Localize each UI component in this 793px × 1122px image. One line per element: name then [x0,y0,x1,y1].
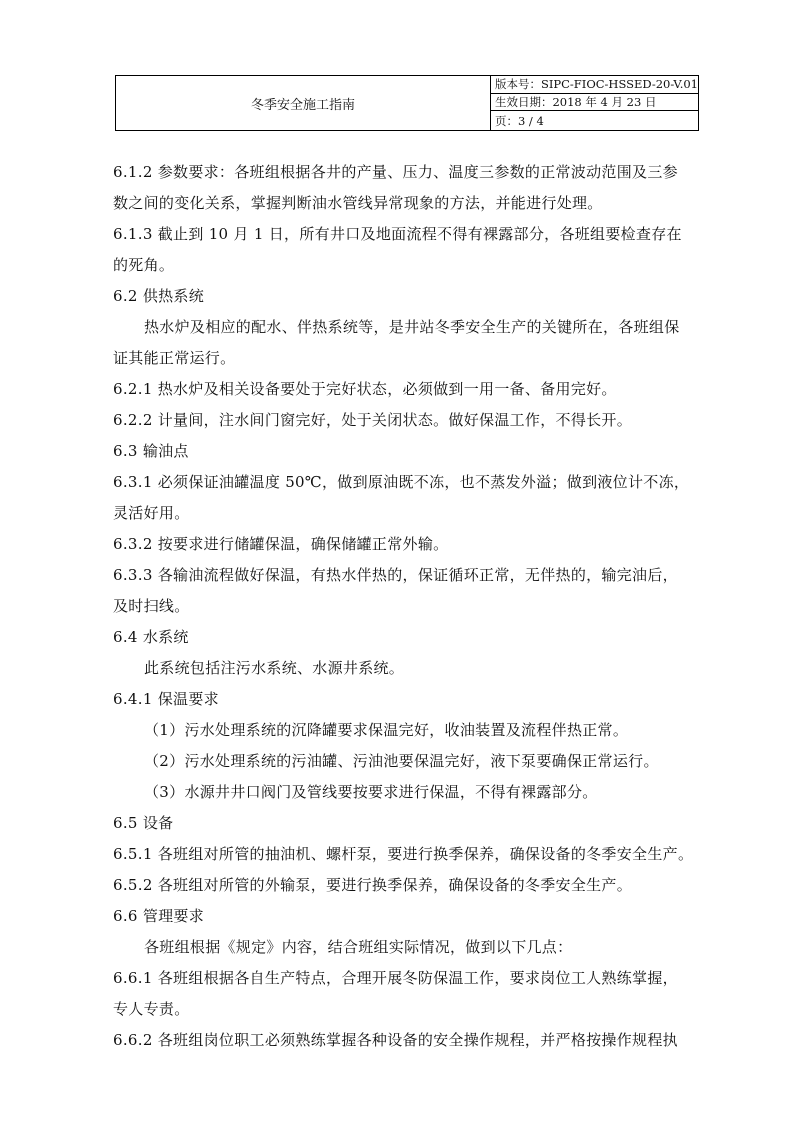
document-header-table [115,75,699,131]
paragraph-line: 此系统包括注污水系统、水源井系统。 [144,659,405,677]
document-title: 冬季安全施工指南 [116,76,491,130]
list-item-1: （1）污水处理系统的沉降罐要求保温完好，收油装置及流程伴热正常。 [144,721,629,739]
paragraph-line-6-5-2: 6.5.2 各班组对所管的外输泵，要进行换季保养，确保设备的冬季安全生产。 [113,876,633,894]
paragraph-line: 热水炉及相应的配水、伴热系统等，是井站冬季安全生产的关键所在，各班组保 [144,318,680,336]
version-number: 版本号：SIPC-FIOC-HSSED-20-V.01 [494,77,698,92]
paragraph-line: 数之间的变化关系，掌握判断油水管线异常现象的方法，并能进行处理。 [113,194,603,212]
section-heading-6-6: 6.6 管理要求 [113,907,205,925]
list-item-3: （3）水源井井口阀门及管线要按要求进行保温，不得有裸露部分。 [144,783,598,801]
document-body [113,157,703,1056]
paragraph-line-6-1-3: 6.1.3 截止到 10 月 1 日，所有井口及地面流程不得有裸露部分，各班组要检查存在 [113,225,682,243]
paragraph-line: 证其能正常运行。 [113,349,236,367]
paragraph-line-6-2-1: 6.2.1 热水炉及相关设备要处于完好状态，必须做到一用一备、备用完好。 [113,380,617,398]
paragraph-line-6-2-2: 6.2.2 计量间，注水间门窗完好，处于关闭状态。做好保温工作，不得长开。 [113,411,633,429]
paragraph-line-6-3-2: 6.3.2 按要求进行储罐保温，确保储罐正常外输。 [113,535,449,553]
paragraph-line-6-3-3: 6.3.3 各输油流程做好保温，有热水伴热的，保证循环正常，无伴热的，输完油后， [113,566,678,584]
section-heading-6-5: 6.5 设备 [113,814,174,832]
paragraph-line: 的死角。 [113,256,175,274]
effective-date: 生效日期：2018 年 4 月 23 日 [491,93,698,111]
section-heading-6-4: 6.4 水系统 [113,628,189,646]
paragraph-line-6-6-1: 6.6.1 各班组根据各自生产特点，合理开展冬防保温工作，要求岗位工人熟练掌握， [113,969,678,987]
page-number: 页：3 / 4 [491,110,698,130]
paragraph-line-6-1-2: 6.1.2 参数要求：各班组根据各井的产量、压力、温度三参数的正常波动范围及三参 [113,163,678,181]
list-item-2: （2）污水处理系统的污油罐、污油池要保温完好，液下泵要确保正常运行。 [144,752,659,770]
document-meta [491,76,698,130]
paragraph-line: 灵活好用。 [113,504,190,522]
paragraph-line-6-3-1: 6.3.1 必须保证油罐温度 50℃，做到原油既不冻，也不蒸发外溢；做到液位计不冻， [113,473,690,491]
section-heading-6-2: 6.2 供热系统 [113,287,205,305]
subsection-heading-6-4-1: 6.4.1 保温要求 [113,690,219,708]
paragraph-line: 及时扫线。 [113,597,190,615]
paragraph-line: 各班组根据《规定》内容，结合班组实际情况，做到以下几点： [144,938,573,956]
section-heading-6-3: 6.3 输油点 [113,442,189,460]
paragraph-line-6-5-1: 6.5.1 各班组对所管的抽油机、螺杆泵，要进行换季保养，确保设备的冬季安全生产。 [113,845,694,863]
paragraph-line: 专人专责。 [113,1000,190,1018]
paragraph-line-6-6-2: 6.6.2 各班组岗位职工必须熟练掌握各种设备的安全操作规程，并严格按操作规程执 [113,1031,678,1049]
